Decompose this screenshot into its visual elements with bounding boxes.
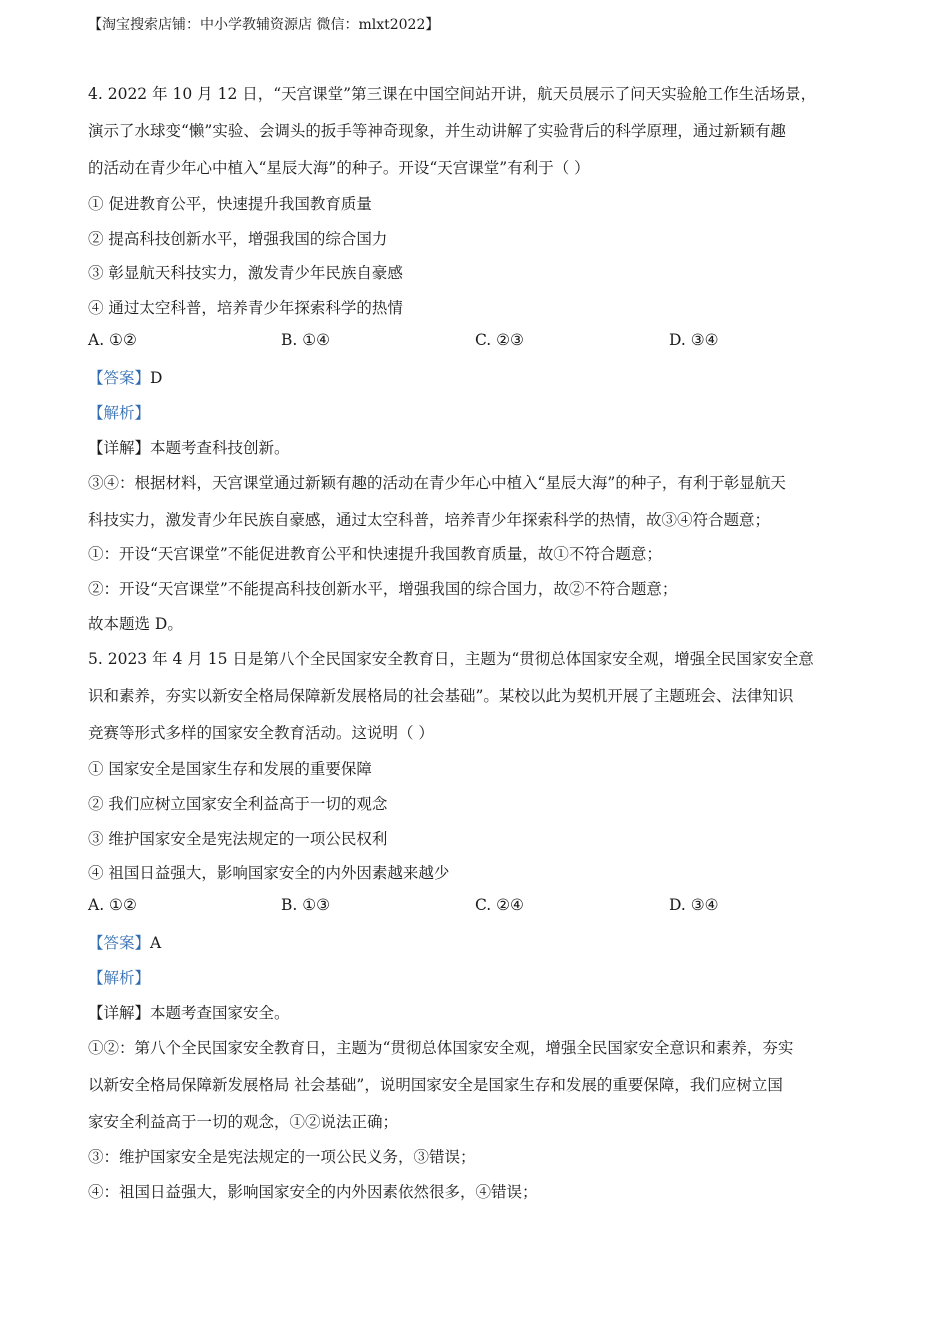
q5-item-4: ④ 祖国日益强大，影响国家安全的内外因素越来越少	[88, 864, 450, 882]
q5-detail-line-3: 以新安全格局保障新发展格局 社会基础”，说明国家安全是国家生存和发展的重要保障，我们应树立国	[88, 1076, 783, 1094]
q4-option-c: C. ②③	[475, 331, 524, 349]
q4-option-a: A. ①②	[88, 331, 137, 349]
q5-item-2: ② 我们应树立国家安全利益高于一切的观念	[88, 795, 388, 813]
q4-answer-tag: 【答案】	[88, 369, 151, 387]
q5-item-3: ③ 维护国家安全是宪法规定的一项公民权利	[88, 830, 388, 848]
q5-detail-line-5: ③：维护国家安全是宪法规定的一项公民义务，③错误；	[88, 1148, 476, 1166]
q4-detail-line-4: ①：开设“天宫课堂”不能促进教育公平和快速提升我国教育质量，故①不符合题意；	[88, 545, 662, 563]
q4-stem-line-2: 演示了水球变“懒”实验、会调头的扳手等神奇现象，并生动讲解了实验背后的科学原理，通过新颖有趣	[88, 122, 786, 140]
q4-detail-line-3: 科技实力，激发青少年民族自豪感，通过太空科普，培养青少年探索科学的热情，故③④符合题意；	[88, 511, 771, 529]
q5-detail-line-1: 【详解】本题考查国家安全。	[88, 1004, 290, 1022]
q4-item-1: ① 促进教育公平，快速提升我国教育质量	[88, 195, 372, 213]
q5-analysis-tag: 【解析】	[88, 969, 151, 987]
q4-analysis-tag: 【解析】	[88, 404, 151, 422]
q5-detail-line-6: ④：祖国日益强大，影响国家安全的内外因素依然很多，④错误；	[88, 1183, 538, 1201]
q5-option-d: D. ③④	[669, 896, 719, 914]
page-header: 【淘宝搜索店铺：中小学教辅资源店 微信：mlxt2022】	[88, 17, 440, 33]
q5-detail-line-4: 家安全利益高于一切的观念，①②说法正确；	[88, 1113, 399, 1131]
q4-detail-line-2: ③④：根据材料，天宫课堂通过新颖有趣的活动在青少年心中植入“星辰大海”的种子，有利于彰显航天	[88, 474, 786, 492]
q4-stem-line-1: 4. 2022 年 10 月 12 日，“天宫课堂”第三课在中国空间站开讲，航天员展示了问天实验舱工作生活场景，	[88, 85, 817, 103]
q4-answer	[88, 366, 162, 388]
q5-detail-line-2: ①②：第八个全民国家安全教育日，主题为“贯彻总体国家安全观，增强全民国家安全意识和素养，夯实	[88, 1039, 794, 1057]
q4-item-4: ④ 通过太空科普，培养青少年探索科学的热情	[88, 299, 403, 317]
q5-options	[88, 896, 888, 920]
q4-detail-line-1: 【详解】本题考查科技创新。	[88, 439, 290, 457]
q4-option-b: B. ①④	[281, 331, 331, 349]
q4-detail-line-5: ②：开设“天宫课堂”不能提高科技创新水平，增强我国的综合国力，故②不符合题意；	[88, 580, 678, 598]
q5-item-1: ① 国家安全是国家生存和发展的重要保障	[88, 760, 372, 778]
q4-item-3: ③ 彰显航天科技实力，激发青少年民族自豪感	[88, 264, 403, 282]
q5-option-c: C. ②④	[475, 896, 524, 914]
q4-detail-line-6: 故本题选 D。	[88, 615, 183, 633]
q4-option-d: D. ③④	[669, 331, 719, 349]
q5-option-b: B. ①③	[281, 896, 331, 914]
q5-answer-tag: 【答案】	[88, 934, 151, 952]
q4-options	[88, 331, 888, 355]
q5-answer-value: A	[150, 934, 162, 952]
q5-stem-line-1: 5. 2023 年 4 月 15 日是第八个全民国家安全教育日，主题为“贯彻总体国家安全观，增强全民国家安全意	[88, 650, 814, 668]
q4-item-2: ② 提高科技创新水平，增强我国的综合国力	[88, 230, 388, 248]
q4-stem-line-3: 的活动在青少年心中植入“星辰大海”的种子。开设“天宫课堂”有利于（ ）	[88, 159, 590, 177]
q5-stem-line-2: 识和素养，夯实以新安全格局保障新发展格局的社会基础”。某校以此为契机开展了主题班会、法律知识	[88, 687, 794, 705]
q5-stem-line-3: 竞赛等形式多样的国家安全教育活动。这说明（ ）	[88, 724, 434, 742]
q5-answer	[88, 931, 161, 953]
q5-option-a: A. ①②	[88, 896, 137, 914]
q4-answer-value: D	[150, 369, 163, 387]
